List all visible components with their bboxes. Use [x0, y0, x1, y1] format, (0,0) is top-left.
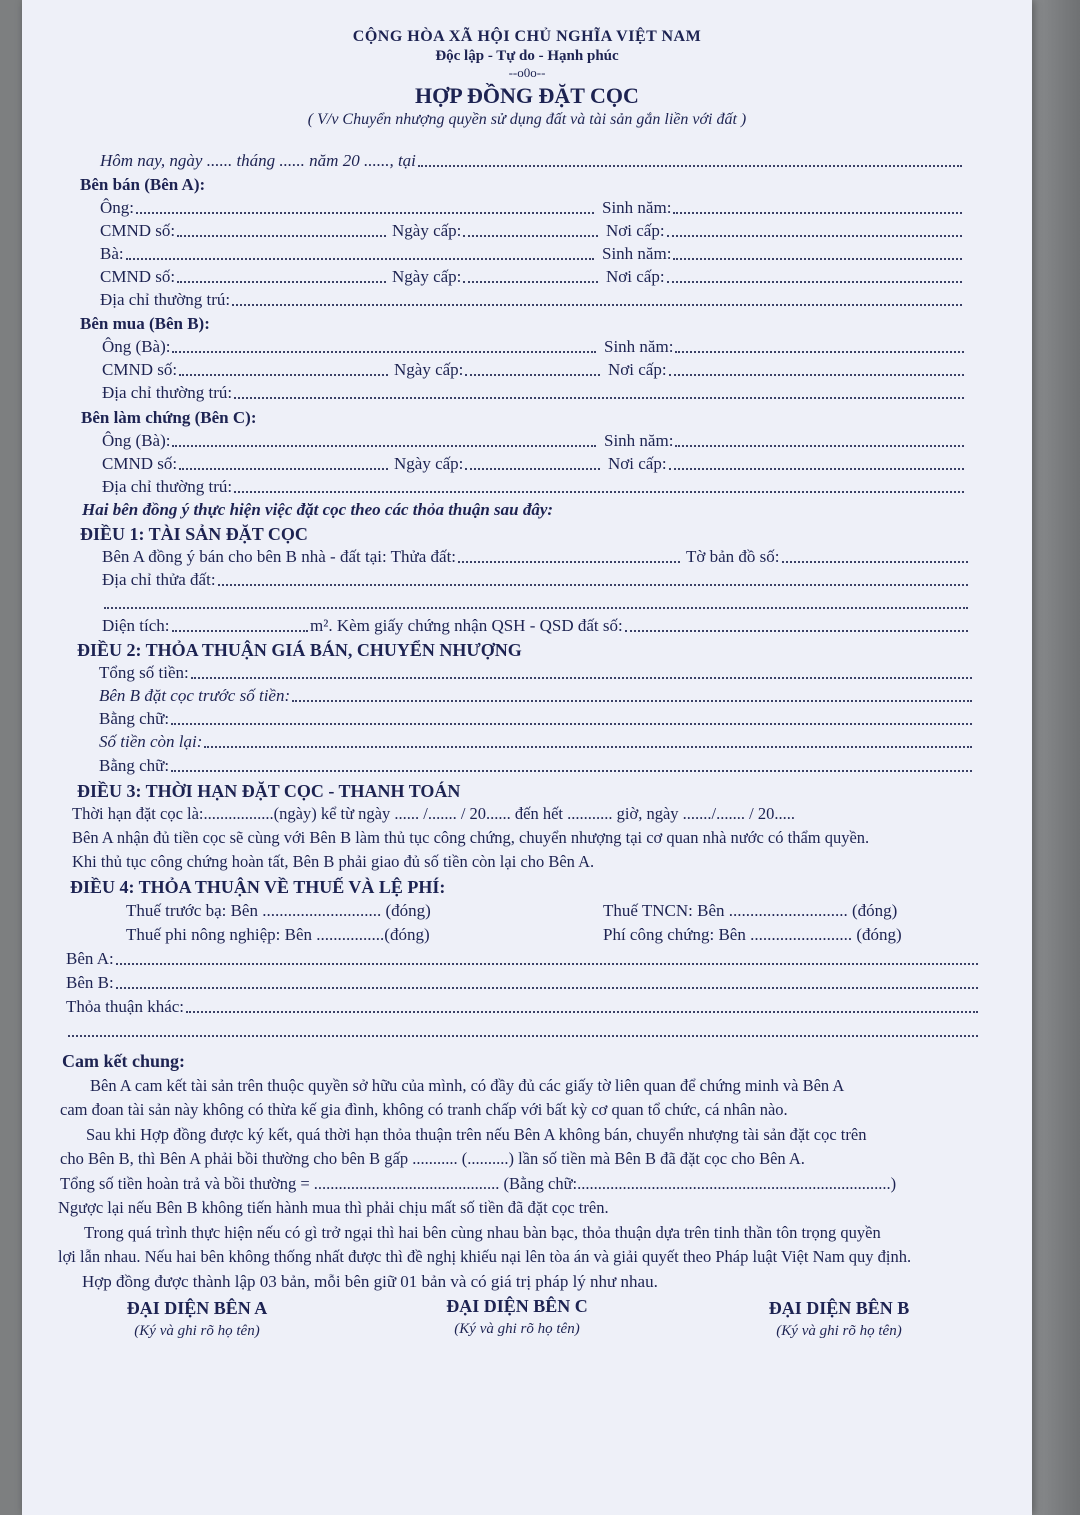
deposit-term: Thời hạn đặt cọc là:.................(ngày) kể từ ngày ...... /....... / 20...... đến hết ........... giờ, ngày ......./....... / 20..... [72, 804, 795, 823]
article-4-party-b: Bên B: [66, 972, 980, 994]
party-b-heading: Bên mua (Bên B): [80, 314, 210, 333]
party-a-heading: Bên bán (Bên A): [80, 175, 206, 194]
commitment-p2a: Sau khi Hợp đồng được ký kết, quá thời hạn thỏa thuận trên nếu Bên A không bán, chuyển nhượng tài sản đặt cọc trên [86, 1125, 867, 1144]
party-c-cmnd-row: CMND số: Ngày cấp: Nơi cấp: [102, 453, 966, 475]
deposit-amount: Bên B đặt cọc trước số tiền: [99, 685, 974, 707]
signature-b-note: (Ký và ghi rõ họ tên) [776, 1323, 902, 1339]
party-a-cmnd-row-1: CMND số: Ngày cấp: Nơi cấp: [100, 220, 964, 242]
article-4-heading: ĐIỀU 4: THỎA THUẬN VỀ THUẾ VÀ LỆ PHÍ: [70, 877, 446, 897]
party-a-cmnd-row-2: CMND số: Ngày cấp: Nơi cấp: [100, 266, 964, 288]
non-agricultural-tax: Thuế phi nông nghiệp: Bên ................(đóng) [126, 925, 430, 944]
commitment-p5b: lợi lẫn nhau. Nếu hai bên không thống nhất được thì đề nghị khiếu nại lên tòa án và giải quyết theo Pháp luật Việt Nam quy định. [58, 1247, 912, 1266]
national-motto: Độc lập - Tự do - Hạnh phúc [435, 48, 619, 64]
date-place-line: Hôm nay, ngày ...... tháng ...... năm 20 ......, tại [100, 150, 964, 172]
article-1-address: Địa chỉ thửa đất: [102, 569, 970, 591]
document-title: HỢP ĐỒNG ĐẶT CỌC [415, 83, 639, 108]
commitment-p6: Hợp đồng được thành lập 03 bản, mỗi bên giữ 01 bản và có giá trị pháp lý như nhau. [82, 1272, 658, 1291]
party-a-ba-row: Bà: Sinh năm: [100, 243, 964, 265]
article-2-heading: ĐIỀU 2: THỎA THUẬN GIÁ BÁN, CHUYỂN NHƯỢNG [77, 640, 522, 660]
notarization-clause: Bên A nhận đủ tiền cọc sẽ cùng với Bên B làm thủ tục công chứng, chuyển nhượng tại cơ quan nhà nước có thẩm quyền. [72, 828, 870, 847]
signature-party-c [412, 1296, 622, 1338]
signature-a-title: ĐẠI DIỆN BÊN A [126, 1298, 268, 1318]
commitment-p4: Ngược lại nếu Bên B không tiến hành mua thì phải chịu mất số tiền đã đặt cọc trên. [58, 1198, 609, 1217]
commitment-p1b: cam đoan tài sản này không có thừa kế gia đình, không có tranh chấp với bất kỳ cơ quan tổ chức, cá nhân nào. [60, 1100, 788, 1119]
other-agreements-cont [66, 1020, 980, 1042]
notary-fee: Phí công chứng: Bên ........................ (đóng) [603, 925, 902, 944]
signature-c-note: (Ký và ghi rõ họ tên) [454, 1321, 580, 1337]
party-b-address: Địa chỉ thường trú: [102, 382, 966, 404]
article-1-area-row: Diện tích: m². Kèm giấy chứng nhận QSH - QSD đất số: [102, 615, 970, 637]
republic-name: CỘNG HÒA XÃ HỘI CHỦ NGHĨA VIỆT NAM [352, 28, 702, 45]
header-separator: --o0o-- [508, 65, 546, 80]
party-a-address: Địa chỉ thường trú: [100, 289, 964, 311]
article-1-heading: ĐIỀU 1: TÀI SẢN ĐẶT CỌC [80, 524, 308, 544]
signature-b-title: ĐẠI DIỆN BÊN B [768, 1298, 910, 1318]
commitment-heading: Cam kết chung: [62, 1051, 186, 1071]
article-4-party-a: Bên A: [66, 948, 980, 970]
contract-page [22, 0, 1032, 1515]
commitment-p3: Tổng số tiền hoàn trả và bồi thường = ............................................. (Bằng chữ:............................................................................) [60, 1174, 897, 1193]
commitment-p1a: Bên A cam kết tài sản trên thuộc quyền sở hữu của mình, có đầy đủ các giấy tờ liên quan để chứng minh và Bên A [90, 1076, 845, 1095]
party-c-address: Địa chỉ thường trú: [102, 476, 966, 498]
document-header [22, 28, 1032, 129]
remaining-in-words: Bằng chữ: [99, 755, 974, 777]
party-a-ong-row: Ông: Sinh năm: [100, 197, 964, 219]
remaining-amount: Số tiền còn lại: [99, 731, 974, 753]
agreement-intro: Hai bên đồng ý thực hiện việc đặt cọc theo các thỏa thuận sau đây: [82, 500, 554, 519]
article-1-property-row: Bên A đồng ý bán cho bên B nhà - đất tại: Thửa đất: Tờ bản đồ số: [102, 546, 970, 568]
article-3-heading: ĐIỀU 3: THỜI HẠN ĐẶT CỌC - THANH TOÁN [77, 781, 461, 801]
party-b-name-row: Ông (Bà): Sinh năm: [102, 336, 966, 358]
signature-party-b [734, 1298, 944, 1340]
deposit-in-words: Bằng chữ: [99, 708, 974, 730]
article-1-address-cont [102, 592, 970, 614]
party-b-cmnd-row: CMND số: Ngày cấp: Nơi cấp: [102, 359, 966, 381]
registration-tax: Thuế trước bạ: Bên ............................ (đóng) [126, 901, 431, 920]
commitment-p5a: Trong quá trình thực hiện nếu có gì trở ngại thì hai bên cùng nhau bàn bạc, thỏa thuận dựa trên tinh thần tôn trọng quyền [84, 1223, 881, 1242]
party-c-name-row: Ông (Bà): Sinh năm: [102, 430, 966, 452]
other-agreements: Thỏa thuận khác: [66, 996, 980, 1018]
signature-c-title: ĐẠI DIỆN BÊN C [446, 1296, 588, 1316]
background-edge [1032, 0, 1080, 1515]
signature-party-a [92, 1298, 302, 1340]
commitment-p2b: cho Bên B, thì Bên A phải bồi thường cho bên B gấp ........... (..........) lần số tiền mà Bên B đã đặt cọc cho Bên A. [60, 1149, 805, 1168]
document-subtitle: ( V/v Chuyển nhượng quyền sử dụng đất và tài sản gắn liền với đất ) [307, 111, 747, 128]
signature-a-note: (Ký và ghi rõ họ tên) [134, 1323, 260, 1339]
personal-income-tax: Thuế TNCN: Bên ............................ (đóng) [603, 901, 898, 920]
party-c-heading: Bên làm chứng (Bên C): [81, 408, 257, 427]
final-payment-clause: Khi thủ tục công chứng hoàn tất, Bên B phải giao đủ số tiền còn lại cho Bên A. [72, 852, 595, 871]
total-amount: Tổng số tiền: [99, 662, 974, 684]
